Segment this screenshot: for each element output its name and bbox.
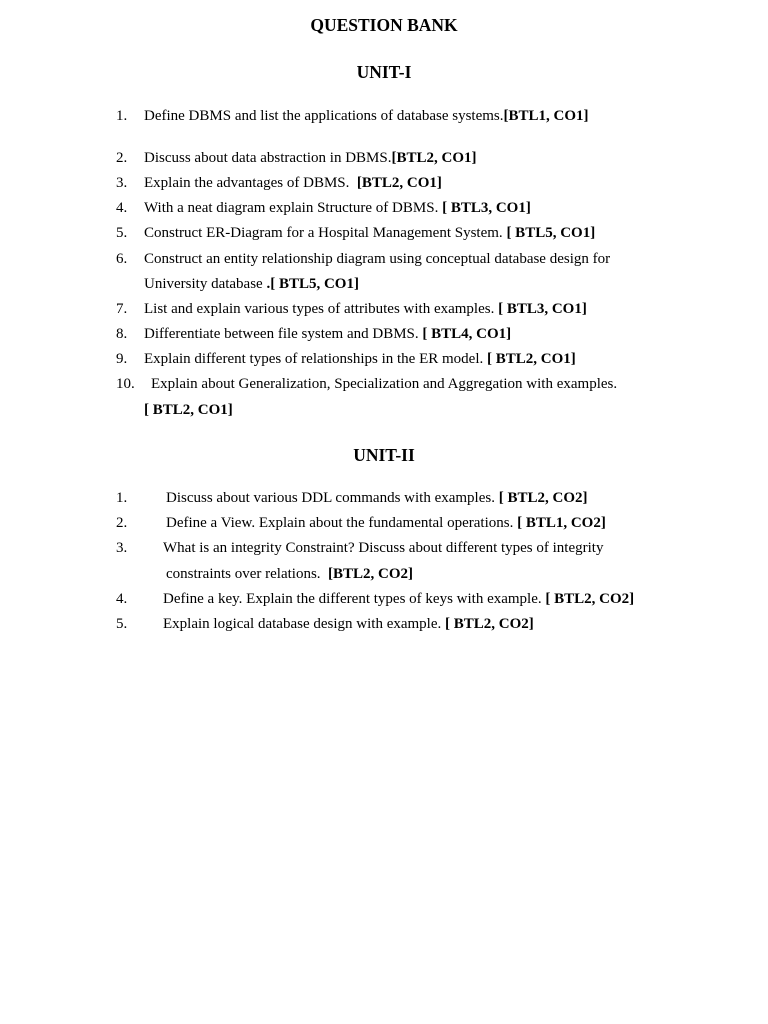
question-text: Construct an entity relationship diagram using conceptual database design for <box>144 251 611 267</box>
question-number: 6. <box>116 251 128 267</box>
question-number: 7. <box>116 301 128 317</box>
question-text: Define a View. Explain about the fundamental operations. [ BTL1, CO2] <box>166 515 606 531</box>
question-item <box>0 591 768 613</box>
question-number: 1. <box>116 108 128 124</box>
question-number: 4. <box>116 591 128 607</box>
question-number: 9. <box>116 351 128 367</box>
question-text: Explain about Generalization, Specialization and Aggregation with examples. <box>151 376 618 392</box>
question-text: Differentiate between file system and DBMS. [ BTL4, CO1] <box>144 326 512 342</box>
question-number: 2. <box>116 515 128 531</box>
question-text: Explain logical database design with example. [ BTL2, CO2] <box>163 616 534 632</box>
question-item <box>0 515 768 537</box>
question-item <box>0 376 768 398</box>
bloom-tag: [BTL2, CO1] <box>391 150 477 166</box>
question-number: 1. <box>116 490 128 506</box>
question-number: 2. <box>116 150 128 166</box>
question-text <box>144 402 233 419</box>
bloom-tag: .[ BTL5, CO1] <box>266 276 359 292</box>
bloom-tag: [ BTL3, CO1] <box>498 301 587 317</box>
question-text: constraints over relations. [BTL2, CO2] <box>166 566 414 582</box>
question-item <box>0 301 768 323</box>
unit-heading: UNIT-II <box>353 445 415 465</box>
question-number: 3. <box>116 175 128 191</box>
question-number: 8. <box>116 326 128 342</box>
bloom-tag: [BTL2, CO1] <box>356 175 442 191</box>
bloom-tag: [ BTL2, CO2] <box>545 591 635 607</box>
question-item <box>0 108 768 130</box>
bloom-tag: [ BTL4, CO1] <box>422 326 512 342</box>
question-continuation <box>0 276 768 298</box>
question-text: Construct ER-Diagram for a Hospital Management System. [ BTL5, CO1] <box>144 225 596 241</box>
question-text: With a neat diagram explain Structure of DBMS. [ BTL3, CO1] <box>144 200 531 216</box>
unit-heading: UNIT-I <box>356 62 412 82</box>
question-item <box>0 200 768 222</box>
question-item <box>0 490 768 512</box>
question-item <box>0 251 768 273</box>
bloom-tag: [ BTL2, CO1] <box>144 402 233 418</box>
bloom-tag: [ BTL2, CO2] <box>445 616 534 632</box>
question-number: 5. <box>116 225 128 241</box>
question-text: List and explain various types of attributes with examples. [ BTL3, CO1] <box>144 301 587 317</box>
bloom-tag: [BTL1, CO1] <box>503 108 589 124</box>
bloom-tag: [ BTL2, CO1] <box>487 351 576 367</box>
question-item <box>0 150 768 172</box>
question-item <box>0 175 768 197</box>
question-number: 4. <box>116 200 128 216</box>
question-item <box>0 351 768 373</box>
question-number: 3. <box>116 540 128 556</box>
question-text: What is an integrity Constraint? Discuss about different types of integrity <box>163 540 604 556</box>
question-item <box>0 225 768 247</box>
question-number: 10. <box>116 376 135 392</box>
question-number: 5. <box>116 616 128 632</box>
question-item <box>0 540 768 562</box>
question-text: Explain the advantages of DBMS. [BTL2, CO1] <box>144 175 442 191</box>
question-item <box>0 326 768 348</box>
question-continuation <box>0 402 768 424</box>
bloom-tag: [ BTL2, CO2] <box>498 490 588 506</box>
bloom-tag: [ BTL1, CO2] <box>517 515 606 531</box>
question-text: Explain different types of relationships in the ER model. [ BTL2, CO1] <box>144 351 576 367</box>
question-text: Discuss about data abstraction in DBMS.[BTL2, CO1] <box>144 150 477 166</box>
question-text: University database .[ BTL5, CO1] <box>144 276 359 292</box>
question-text: Discuss about various DDL commands with examples. [ BTL2, CO2] <box>166 490 588 506</box>
bloom-tag: [ BTL5, CO1] <box>506 225 596 241</box>
bloom-tag: [ BTL3, CO1] <box>442 200 531 216</box>
bloom-tag: [BTL2, CO2] <box>328 566 414 582</box>
question-text: Define DBMS and list the applications of database systems.[BTL1, CO1] <box>144 108 589 124</box>
question-text: Define a key. Explain the different types of keys with example. [ BTL2, CO2] <box>163 591 635 607</box>
question-continuation <box>0 566 768 588</box>
question-item <box>0 616 768 638</box>
page-title: QUESTION BANK <box>310 15 458 35</box>
